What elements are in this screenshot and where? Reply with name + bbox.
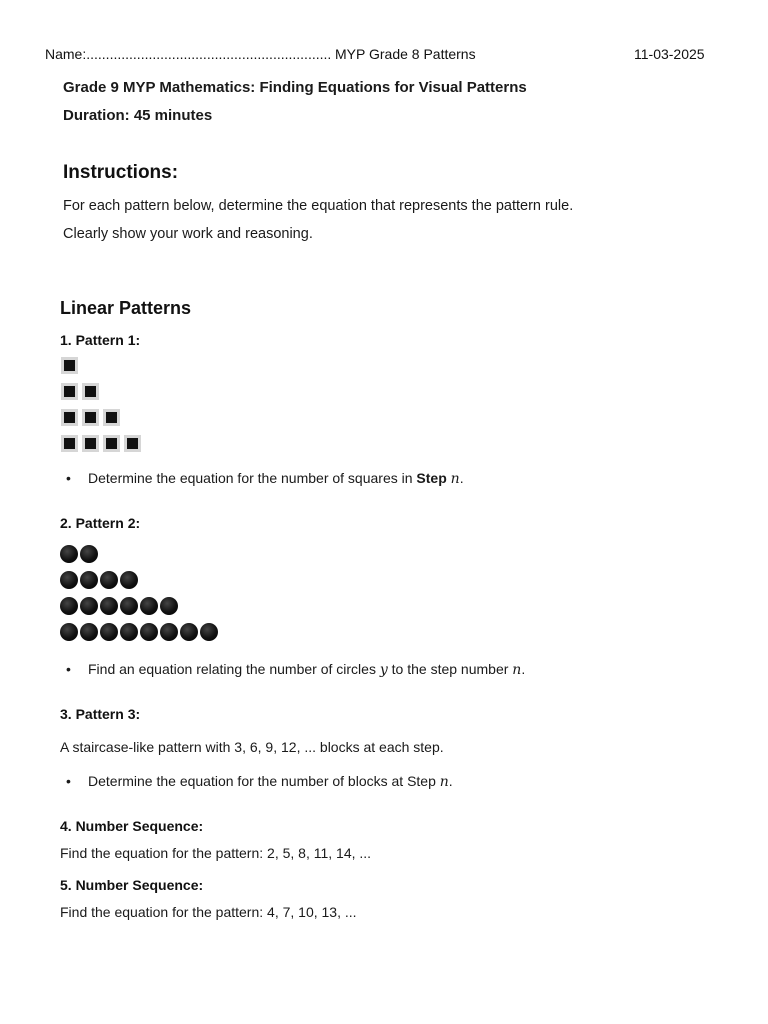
circle-dot [100, 623, 118, 641]
pattern-1-heading: 1. Pattern 1: [60, 332, 141, 348]
circle-dot [80, 597, 98, 615]
square-block [124, 435, 141, 452]
circle-dot [160, 597, 178, 615]
pattern-2-task-mid: to the step number [387, 661, 513, 677]
bullet-point: • [66, 773, 71, 789]
pattern-1-task-text: Determine the equation for the number of squares in [88, 470, 417, 486]
square-block [61, 409, 78, 426]
worksheet-topic: MYP Grade 8 Patterns [335, 46, 476, 62]
circle-pattern-step [60, 545, 220, 563]
pattern-1-task-variable: n [450, 471, 460, 487]
bullet-point: • [66, 661, 71, 677]
square-block [61, 435, 78, 452]
pattern-2-task [66, 661, 525, 678]
circle-pattern-step [60, 597, 220, 615]
instructions-heading: Instructions: [63, 162, 179, 183]
bullet-point: • [66, 470, 71, 486]
pattern-3-task-text: Determine the equation for the number of blocks at Step [88, 773, 440, 789]
circle-pattern-step [60, 623, 220, 641]
pattern-2-task-end: . [521, 661, 526, 677]
pattern-3-task-variable: n [439, 774, 449, 790]
square-block [103, 435, 120, 452]
pattern-2-task-variable-n: n [512, 662, 522, 678]
pattern-3-task [66, 773, 453, 790]
square-block [82, 383, 99, 400]
circle-dot [120, 597, 138, 615]
square-pattern-figure [61, 357, 145, 461]
square-pattern-step [61, 435, 145, 452]
square-block [103, 409, 120, 426]
pattern-3-task-end: . [448, 773, 453, 789]
pattern-2-task-variable-y: y [379, 662, 388, 678]
circle-dot [140, 597, 158, 615]
name-field-label: Name:............................................................... [45, 46, 332, 62]
circle-dot [100, 571, 118, 589]
pattern-3-heading: 3. Pattern 3: [60, 706, 141, 722]
circle-dot [60, 597, 78, 615]
pattern-1-task-end: . [459, 470, 464, 486]
square-pattern-step [61, 409, 145, 426]
instructions-line-1: For each pattern below, determine the equation that represents the pattern rule. [63, 198, 574, 214]
circle-dot [100, 597, 118, 615]
document-title: Grade 9 MYP Mathematics: Finding Equations for Visual Patterns [63, 79, 527, 96]
instructions-line-2: Clearly show your work and reasoning. [63, 226, 313, 242]
square-pattern-step [61, 383, 145, 400]
circle-dot [160, 623, 178, 641]
circle-dot [200, 623, 218, 641]
square-block [82, 409, 99, 426]
circle-dot [140, 623, 158, 641]
square-pattern-step [61, 357, 145, 374]
document-duration: Duration: 45 minutes [63, 107, 213, 124]
circle-dot [60, 571, 78, 589]
pattern-4-heading: 4. Number Sequence: [60, 818, 204, 834]
circle-dot [60, 623, 78, 641]
pattern-4-text: Find the equation for the pattern: 2, 5, 8, 11, 14, ... [60, 845, 372, 861]
pattern-2-task-text: Find an equation relating the number of circles [88, 661, 380, 677]
circle-dot [80, 623, 98, 641]
section-heading: Linear Patterns [60, 298, 192, 318]
square-block [61, 383, 78, 400]
square-block [61, 357, 78, 374]
worksheet-date: 11-03-2025 [634, 46, 705, 62]
pattern-5-text: Find the equation for the pattern: 4, 7, 10, 13, ... [60, 904, 357, 920]
circle-dot [120, 571, 138, 589]
circle-dot [120, 623, 138, 641]
circle-dot [80, 571, 98, 589]
circle-dot [180, 623, 198, 641]
circle-pattern-figure [60, 545, 220, 649]
square-block [82, 435, 99, 452]
circle-pattern-step [60, 571, 220, 589]
circle-dot [80, 545, 98, 563]
pattern-3-description: A staircase-like pattern with 3, 6, 9, 12, ... blocks at each step. [60, 739, 444, 755]
pattern-1-task [66, 470, 464, 487]
circle-dot [60, 545, 78, 563]
pattern-1-task-step: Step [416, 470, 451, 486]
pattern-5-heading: 5. Number Sequence: [60, 877, 204, 893]
pattern-2-heading: 2. Pattern 2: [60, 515, 141, 531]
